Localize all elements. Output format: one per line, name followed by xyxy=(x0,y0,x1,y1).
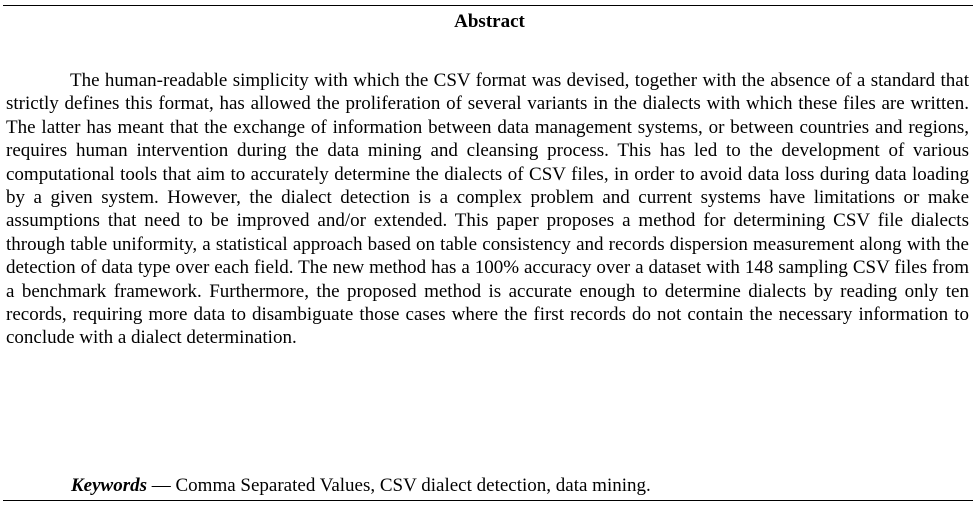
abstract-heading: Abstract xyxy=(454,11,525,32)
keywords-separator: — xyxy=(147,475,176,496)
abstract-paragraph: The human-readable simplicity with which the CSV format was devised, together with the absence of a standard that strictly defines this format, has allowed the proliferation of several variants in the dialects with which these files are written. The latter has meant that the exchange of information between data management systems, or between countries and regions, requires human intervention during the data mining and cleansing process. This has led to the development of various computational tools that aim to accurately determine the dialects of CSV files, in order to avoid data loss during data loading by a given system. However, the dialect detection is a complex problem and current systems have limitations or make assumptions that need to be improved and/or extended. This paper proposes a method for determining CSV file dialects through table uniformity, a statistical approach based on table consistency and records dispersion measurement along with the detection of data type over each field. The new method has a 100% accuracy over a dataset with 148 sampling CSV files from a benchmark framework. Furthermore, the proposed method is accurate enough to determine dialects by reading only ten records, requiring more data to disambiguate those cases where the first records do not contain the necessary information to conclude with a dialect determination. xyxy=(6,70,969,349)
bottom-rule xyxy=(3,500,973,501)
keywords-text: Comma Separated Values, CSV dialect detection, data mining. xyxy=(175,475,651,496)
keywords-label: Keywords xyxy=(71,475,147,496)
top-rule xyxy=(3,5,973,6)
keywords-line xyxy=(71,474,971,497)
